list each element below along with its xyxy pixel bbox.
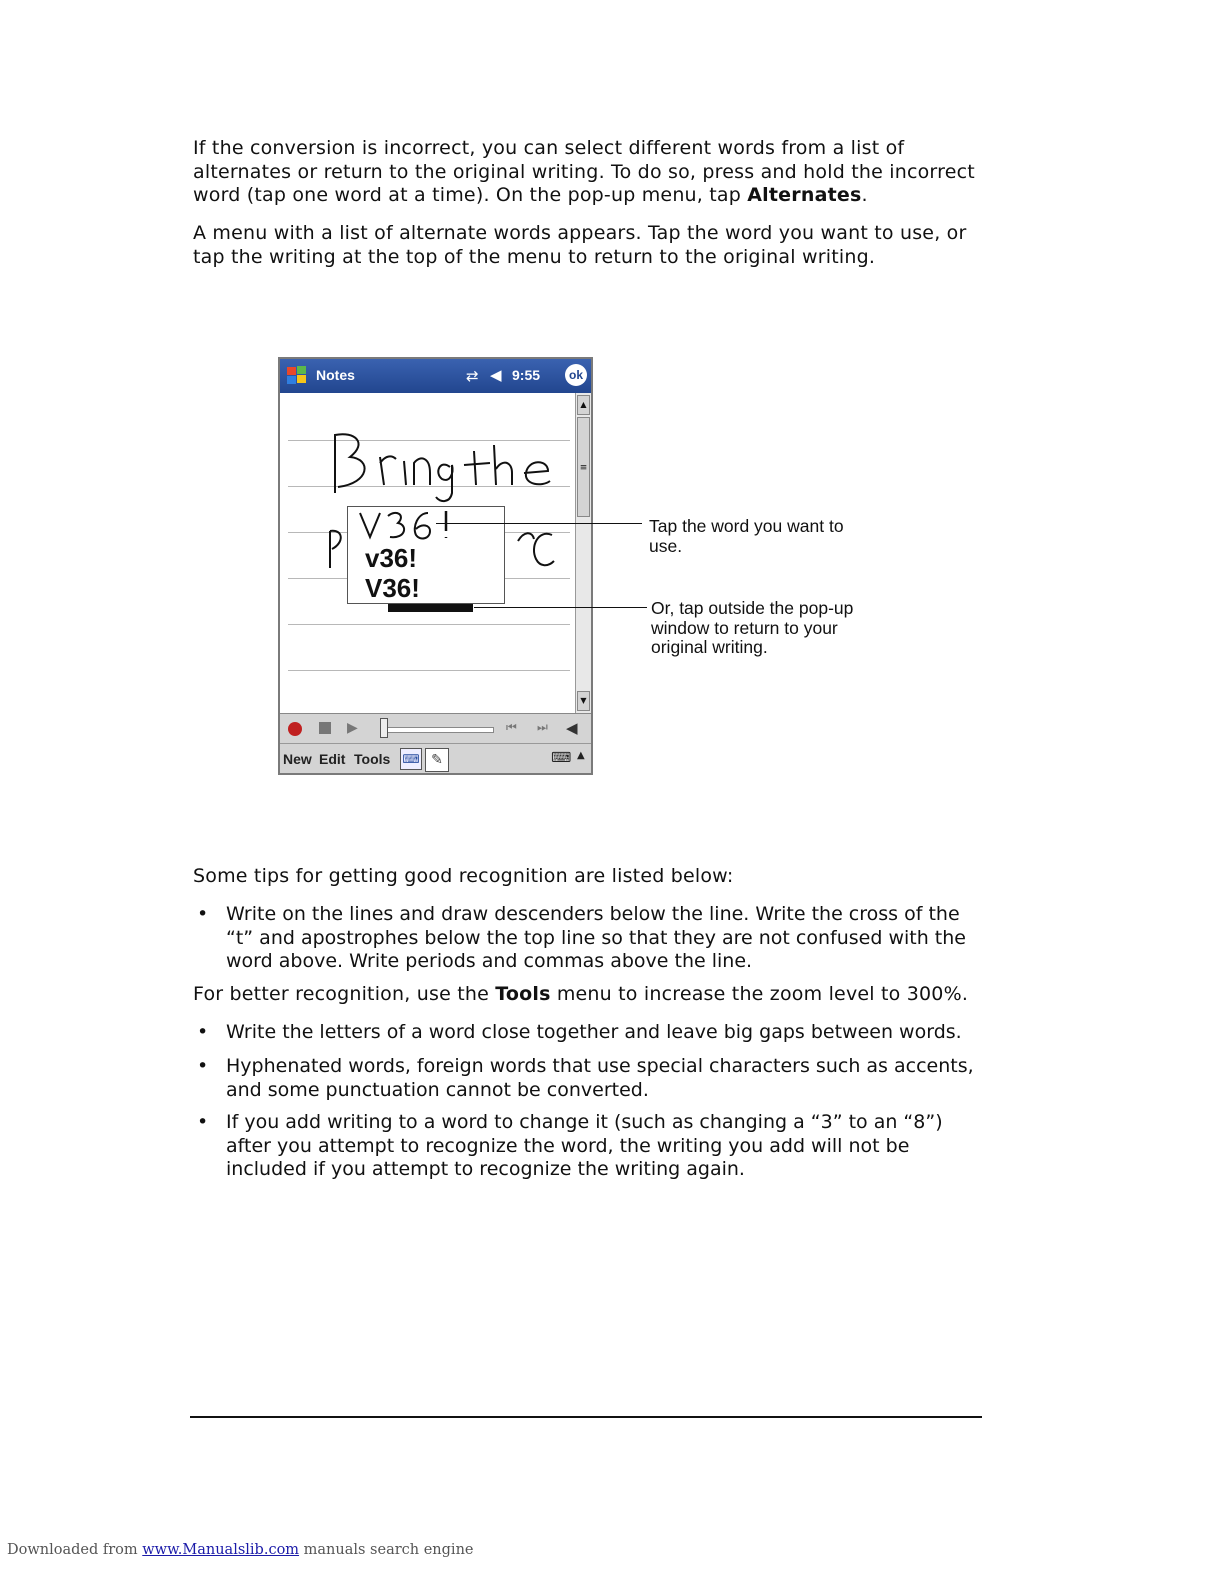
scroll-up-arrow-icon[interactable]: ▲ xyxy=(577,395,590,415)
device-screenshot xyxy=(278,357,593,775)
selected-word-highlight xyxy=(388,604,473,612)
bullet-symbol: • xyxy=(197,903,209,925)
bullet-item xyxy=(193,903,993,974)
p1-text: If the conversion is incorrect, you can select different words from a list of alternates or return to the original writing. To do so, press and hold the incorrect word (tap one word at a time). On the pop-up menu, tap xyxy=(193,137,975,206)
original-writing[interactable] xyxy=(354,507,504,543)
previous-icon[interactable]: ⏮ xyxy=(506,720,517,734)
download-suffix: manuals search engine xyxy=(299,1542,474,1558)
manualslib-link[interactable]: www.Manualslib.com xyxy=(142,1542,300,1558)
menu-tools[interactable]: Tools xyxy=(354,751,391,767)
record-icon[interactable] xyxy=(288,722,302,736)
paragraph-alternates-menu: A menu with a list of alternate words appears. Tap the word you want to use, or tap the writing at the top of the menu to return to the original writing. xyxy=(193,222,967,268)
bullet-symbol: • xyxy=(197,1111,209,1133)
p4-end: menu to increase the zoom level to 300%. xyxy=(550,983,969,1005)
alternate-word-2[interactable]: V36! xyxy=(365,573,420,603)
scroll-thumb[interactable]: ≡ xyxy=(577,417,590,517)
bullet-text: Hyphenated words, foreign words that use special characters such as accents, and some punctuation cannot be converted. xyxy=(226,1055,974,1101)
callout-tap-word: Tap the word you want to use. xyxy=(649,516,844,556)
recording-toolbar xyxy=(280,713,591,744)
alternate-word-1[interactable]: v36! xyxy=(365,543,418,573)
notes-writing-area[interactable] xyxy=(280,393,575,713)
bullet-text: If you add writing to a word to change it (such as changing a “3” to an “8”) after you attempt to recognize the word, the writing you add will not be included if you attempt to recognize the writing again. xyxy=(226,1111,943,1180)
playback-slider[interactable] xyxy=(382,727,494,733)
bullet-text: Write on the lines and draw descenders below the line. Write the cross of the “t” and apostrophes below the top line so that they are not confused with the word above. Write periods and commas above the line. xyxy=(226,903,966,972)
keyboard-icon[interactable]: ⌨ xyxy=(400,748,422,770)
clock[interactable]: 9:55 xyxy=(512,367,541,383)
paragraph-conversion-incorrect xyxy=(193,137,993,208)
stop-icon[interactable] xyxy=(319,722,331,734)
next-icon[interactable]: ⏭ xyxy=(537,720,548,734)
slider-knob[interactable] xyxy=(380,718,388,738)
title-bar xyxy=(280,359,591,393)
callout-line-2 xyxy=(474,607,647,608)
download-prefix: Downloaded from xyxy=(7,1542,143,1558)
download-note xyxy=(7,1542,474,1558)
play-icon[interactable]: ▶ xyxy=(347,720,358,736)
connectivity-icon[interactable]: ⇄ xyxy=(466,367,479,385)
footer-rule xyxy=(190,1416,982,1418)
vertical-scrollbar[interactable] xyxy=(575,393,591,713)
bullet-symbol: • xyxy=(197,1055,209,1077)
bullet-item xyxy=(193,1111,993,1182)
ok-button[interactable]: ok xyxy=(565,364,587,386)
alternates-term: Alternates xyxy=(747,184,862,206)
input-panel-icon[interactable]: ⌨ xyxy=(551,750,572,766)
p4-text: For better recognition, use the xyxy=(193,983,496,1005)
scroll-down-arrow-icon[interactable]: ▼ xyxy=(577,691,590,711)
paragraph-zoom-tip xyxy=(193,983,993,1007)
bullet-item xyxy=(193,1055,993,1102)
volume-icon[interactable]: ◀ xyxy=(490,366,502,384)
windows-start-icon[interactable] xyxy=(284,364,310,388)
callout-tap-outside: Or, tap outside the pop-up window to return to your original writing. xyxy=(651,598,854,657)
speaker-icon[interactable]: ◀ xyxy=(566,719,578,737)
tips-intro: Some tips for getting good recognition are listed below: xyxy=(193,865,734,887)
pen-icon[interactable]: ✎ xyxy=(425,748,449,772)
menu-bar xyxy=(280,743,591,775)
menu-new[interactable]: New xyxy=(283,751,312,767)
bullet-symbol: • xyxy=(197,1021,209,1043)
callout-line-1 xyxy=(436,523,642,524)
p1-end: . xyxy=(861,184,868,206)
input-panel-arrow-icon[interactable]: ▲ xyxy=(577,750,585,761)
bullet-item xyxy=(193,1021,993,1045)
alternates-popup xyxy=(347,506,505,604)
app-title: Notes xyxy=(316,367,355,383)
tools-term: Tools xyxy=(495,983,551,1005)
bullet-text: Write the letters of a word close together and leave big gaps between words. xyxy=(226,1021,962,1043)
menu-edit[interactable]: Edit xyxy=(319,751,346,767)
